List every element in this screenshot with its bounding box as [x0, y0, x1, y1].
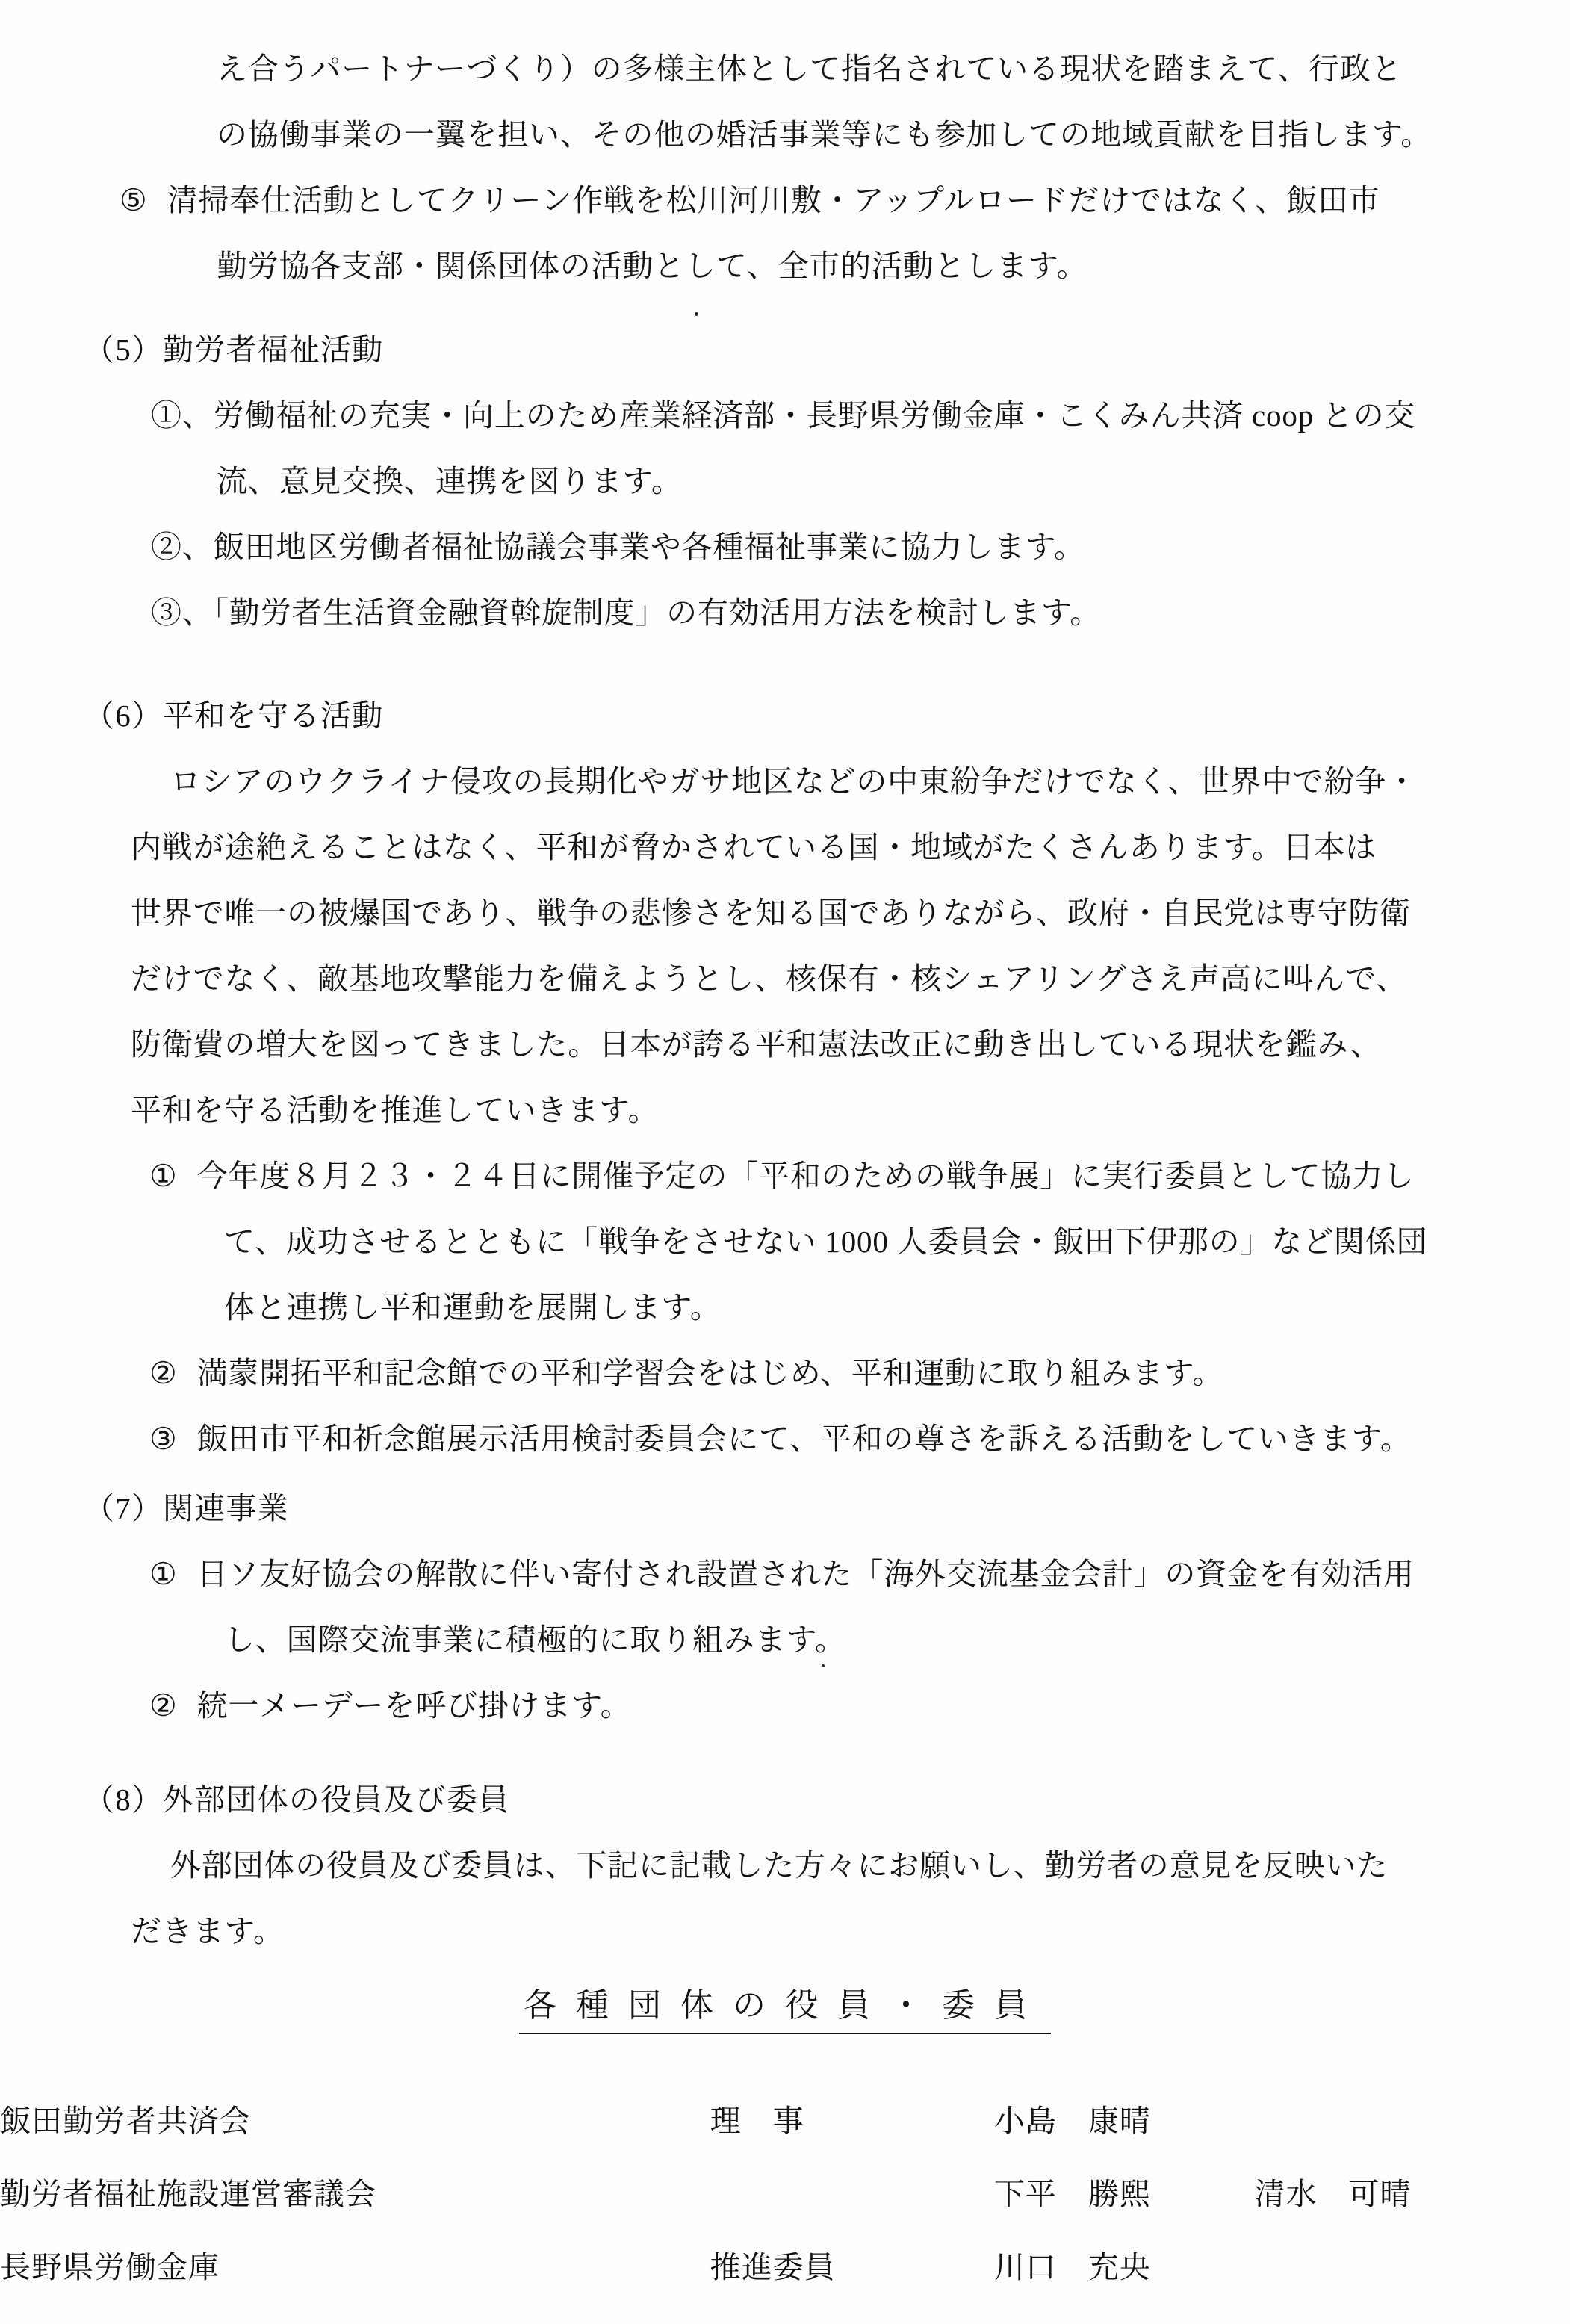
roster-name-primary: 川口 充央: [993, 2250, 1151, 2284]
roster-organization: 勤労者福祉施設運営審議会: [0, 2177, 376, 2211]
top-paragraph-line-2: の協働事業の一翼を担い、その他の婚活事業等にも参加しての地域貢献を目指します。: [217, 117, 1432, 152]
section-5-item-3-text: 「勤労者生活資金融資斡旋制度」の有効活用方法を検討します。: [213, 595, 1102, 630]
section-6-body-line-6: 平和を守る活動を推進していきます。: [131, 1093, 660, 1127]
section-7-item-2-line-1: [0, 1673, 1570, 1738]
table-row: [0, 2084, 1570, 2157]
section-8: [0, 1767, 1570, 1964]
section-6-heading: （6）平和を守る活動: [84, 698, 384, 733]
list-marker: ②: [149, 1688, 178, 1723]
section-7-item-1-line-2: し、国際交流事業に積極的に取り組みます。: [224, 1623, 846, 1657]
section-8-body-line-1: 外部団体の役員及び委員は、下記に記載した方々にお願いし、勤労者の意見を反映いた: [170, 1848, 1389, 1883]
list-item-text-2: 勤労協各支部・関係団体の活動として、全市的活動とします。: [217, 249, 1088, 283]
list-marker: ②、: [151, 530, 214, 564]
table-row: [0, 2231, 1570, 2304]
section-6-item-1-text: 今年度８月２３・２４日に開催予定の「平和のための戦争展」に実行委員として協力し: [196, 1159, 1415, 1193]
section-6-item-3-text: 飯田市平和祈念館展示活用検討委員会にて、平和の尊さを訴える活動をしていきます。: [196, 1422, 1412, 1456]
section-6-item-1-line-1: [0, 1143, 1570, 1209]
list-marker: ②: [149, 1356, 178, 1390]
roster-organization: 長野県労働金庫: [0, 2250, 220, 2284]
section-7-heading: （7）関連事業: [84, 1491, 289, 1525]
roster-name-primary: 下平 勝熙: [993, 2177, 1151, 2211]
section-6-body-line-2: 内戦が途絶えることはなく、平和が脅かされている国・地域がたくさんあります。日本は: [131, 830, 1377, 864]
list-marker: ①: [149, 1557, 178, 1591]
section-6-body-line-3: 世界で唯一の被爆国であり、戦争の悲惨さを知る国でありながら、政府・自民党は専守防衛: [131, 896, 1411, 930]
section-8-body-line-2: だきます。: [131, 1914, 285, 1948]
section-6-item-2-text: 満蒙開拓平和記念館での平和学習会をはじめ、平和運動に取り組みます。: [196, 1356, 1224, 1390]
list-item-text-1: 清掃奉仕活動としてクリーン作戦を松川河川敷・アップルロードだけではなく、飯田市: [167, 183, 1380, 217]
section-5-item-1-text: 労働福祉の充実・向上のため産業経済部・長野県労働金庫・こくみん共済 coop との交: [213, 398, 1416, 433]
roster-organization: 飯田勤労者共済会: [0, 2104, 251, 2138]
section-6: [0, 683, 1570, 1472]
section-6-body-line-5: 防衛費の増大を図ってきました。日本が誇る平和憲法改正に動き出している現状を鑑み、: [131, 1027, 1382, 1062]
section-7-item-1-text: 日ソ友好協会の解散に伴い寄付され設置された「海外交流基金会計」の資金を有効活用: [196, 1557, 1415, 1591]
roster-name-secondary: 清水 可晴: [1254, 2177, 1412, 2211]
roster-title-wrapper: [0, 1978, 1570, 2036]
top-paragraph-line-1: え合うパートナーづくり）の多様主体として指名されている現状を踏まえて、行政と: [217, 52, 1403, 86]
section-7-item-2-text: 統一メーデーを呼び掛けます。: [196, 1688, 632, 1723]
section-5-item-2-text: 飯田地区労働者福祉協議会事業や各種福祉事業に協力します。: [213, 530, 1085, 564]
roster-name-secondary: [1254, 2084, 1570, 2157]
roster-title: 各種団体の役員・委員: [519, 1978, 1051, 2036]
list-marker: ①、: [151, 398, 214, 433]
section-5-item-1-line-2: 流、意見交換、連携を図ります。: [217, 464, 683, 498]
list-item-line: [0, 167, 1570, 233]
list-item-circle-5: [0, 167, 1570, 299]
section-5: [0, 317, 1570, 645]
scan-speck: [695, 312, 698, 316]
section-5-heading: （5）勤労者福祉活動: [84, 332, 384, 367]
list-marker: ③、: [151, 595, 214, 630]
section-5-item-1-line-1: [0, 382, 1570, 448]
section-5-item-2-line-1: [0, 514, 1570, 580]
roster-name-primary: 小島 康晴: [993, 2104, 1151, 2138]
table-row: [0, 2157, 1570, 2231]
section-6-item-1-line-2: て、成功させるとともに「戦争をさせない 1000 人委員会・飯田下伊那の」など関係団: [224, 1224, 1428, 1259]
section-7: [0, 1475, 1570, 1738]
list-marker: ③: [149, 1422, 178, 1456]
section-6-item-2-line-1: [0, 1340, 1570, 1406]
list-marker: ⑤: [120, 183, 148, 217]
section-8-heading: （8）外部団体の役員及び委員: [84, 1782, 510, 1817]
section-6-item-1-line-3: 体と連携し平和運動を展開します。: [224, 1290, 722, 1324]
roster-name-secondary: [1254, 2231, 1570, 2304]
roster-role: [710, 2157, 994, 2231]
roster-role: 理 事: [710, 2104, 804, 2138]
scan-speck: [822, 1664, 825, 1667]
top-paragraph: [0, 36, 1570, 167]
list-marker: ①: [149, 1159, 178, 1193]
section-6-body-line-1: ロシアのウクライナ侵攻の長期化やガサ地区などの中東紛争だけでなく、世界中で紛争・: [170, 764, 1418, 799]
section-6-body-line-4: だけでなく、敵基地攻撃能力を備えようとし、核保有・核シェアリングさえ声高に叫んで、: [131, 961, 1407, 996]
section-6-item-3-line-1: [0, 1406, 1570, 1472]
roster-role: 推進委員: [710, 2250, 836, 2284]
roster-table: [0, 2084, 1570, 2304]
section-7-item-1-line-1: [0, 1541, 1570, 1607]
section-5-item-3-line-1: [0, 580, 1570, 645]
